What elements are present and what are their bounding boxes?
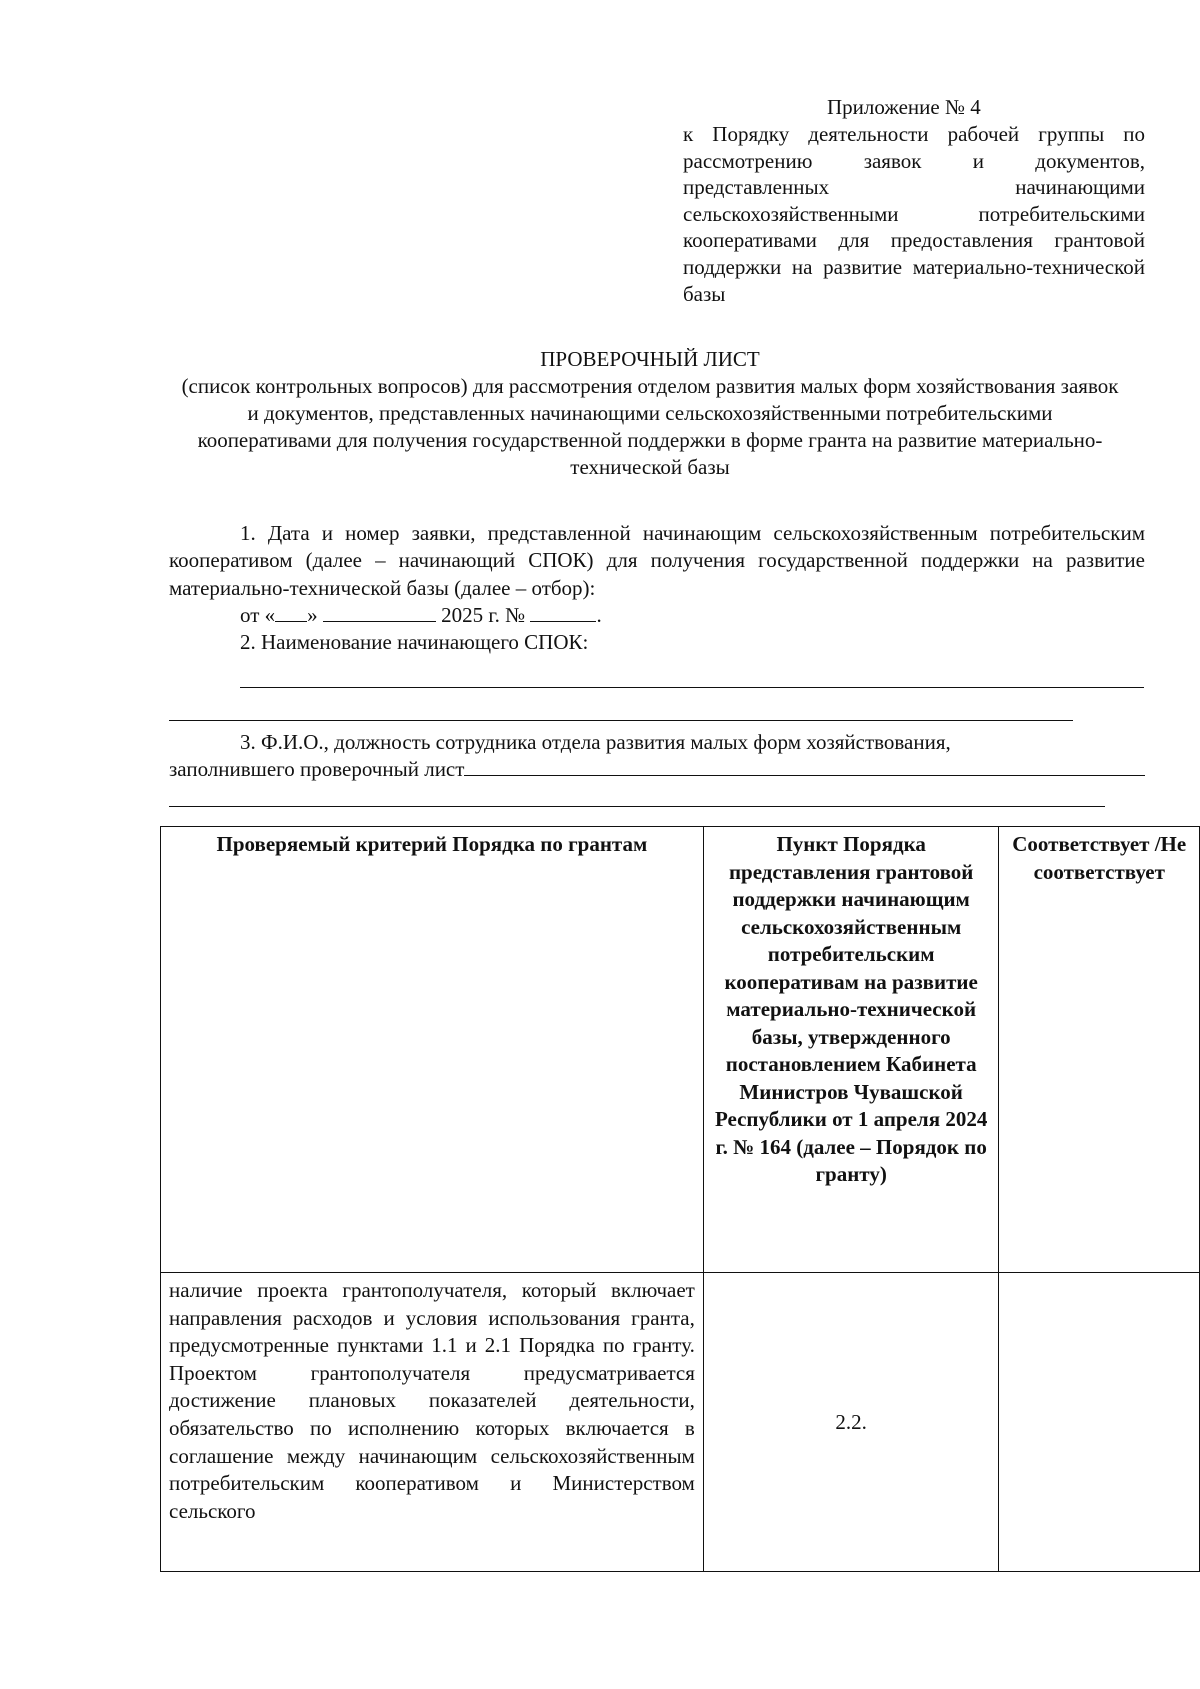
header-status: Соответствует /Не соответствует <box>999 827 1200 1273</box>
item-3-line2 <box>169 756 1145 783</box>
item-3-label-cont: заполнившего проверочный лист <box>169 756 465 781</box>
header-point: Пункт Порядка представления грантовой поддержки начинающим сельскохозяйственным потребительским кооперативам на развитие материально-технической базы, утвержденного постановлением Кабинета Министров Чувашской Республики от 1 апреля 2024 г. № 164 (далее – Порядок по гранту) <box>703 827 999 1273</box>
form-items <box>169 520 1145 807</box>
appendix-block <box>683 94 1145 307</box>
number-blank[interactable] <box>530 603 596 622</box>
document-heading: ПРОВЕРОЧНЫЙ ЛИСТ <box>540 347 760 371</box>
date-mid: » <box>307 602 318 627</box>
date-end: . <box>596 602 602 627</box>
table-header-row <box>161 827 1200 1273</box>
date-line <box>169 602 1145 629</box>
criterion-cell: наличие проекта грантополучателя, который включает направления расходов и условия использования гранта, предусмотренные пунктами 1.1 и 2.1 Порядка по гранту. Проектом грантополучателя предусматривается достижение плановых показателей деятельности, обязательство по исполнению которых включается в соглашение между начинающим сельскохозяйственным потребительским кооперативом и Министерством сельского <box>161 1273 704 1572</box>
employee-blank[interactable] <box>464 757 1145 776</box>
employee-line-2[interactable] <box>169 805 1105 807</box>
header-criterion: Проверяемый критерий Порядка по грантам <box>161 827 704 1273</box>
item-2-label: 2. Наименование начинающего СПОК: <box>240 629 589 654</box>
spok-name-line-1[interactable] <box>240 686 1144 688</box>
item-1-text: 1. Дата и номер заявки, представленной начинающим сельскохозяйственным потребительским кооперативом (далее – начинающий СПОК) для получения государственной поддержки на развитие материально-технической базы (далее – отбор): <box>169 521 1145 600</box>
month-blank[interactable] <box>323 603 436 622</box>
criteria-table <box>160 826 1200 1572</box>
appendix-text: к Порядку деятельности рабочей группы по рассмотрению заявок и документов, представленных начинающими сельскохозяйственными потребительскими кооперативами для предоставления грантовой поддержки на развитие материально-технической базы <box>683 122 1145 306</box>
day-blank[interactable] <box>275 603 307 622</box>
table-row <box>161 1273 1200 1572</box>
date-year: 2025 г. № <box>441 602 526 627</box>
item-3-label: 3. Ф.И.О., должность сотрудника отдела развития малых форм хозяйствования, <box>240 729 951 754</box>
appendix-title: Приложение № 4 <box>827 95 981 119</box>
point-cell: 2.2. <box>703 1273 999 1572</box>
date-prefix: от « <box>240 602 276 627</box>
document-title-block <box>170 346 1130 481</box>
spok-name-line-2[interactable] <box>169 719 1073 721</box>
status-cell[interactable] <box>999 1273 1200 1572</box>
document-subtitle: (список контрольных вопросов) для рассмотрения отделом развития малых форм хозяйствования заявок и документов, представленных начинающими сельскохозяйственными потребительскими кооперативами для получения государственной поддержки в форме гранта на развитие материально-технической базы <box>181 374 1119 479</box>
